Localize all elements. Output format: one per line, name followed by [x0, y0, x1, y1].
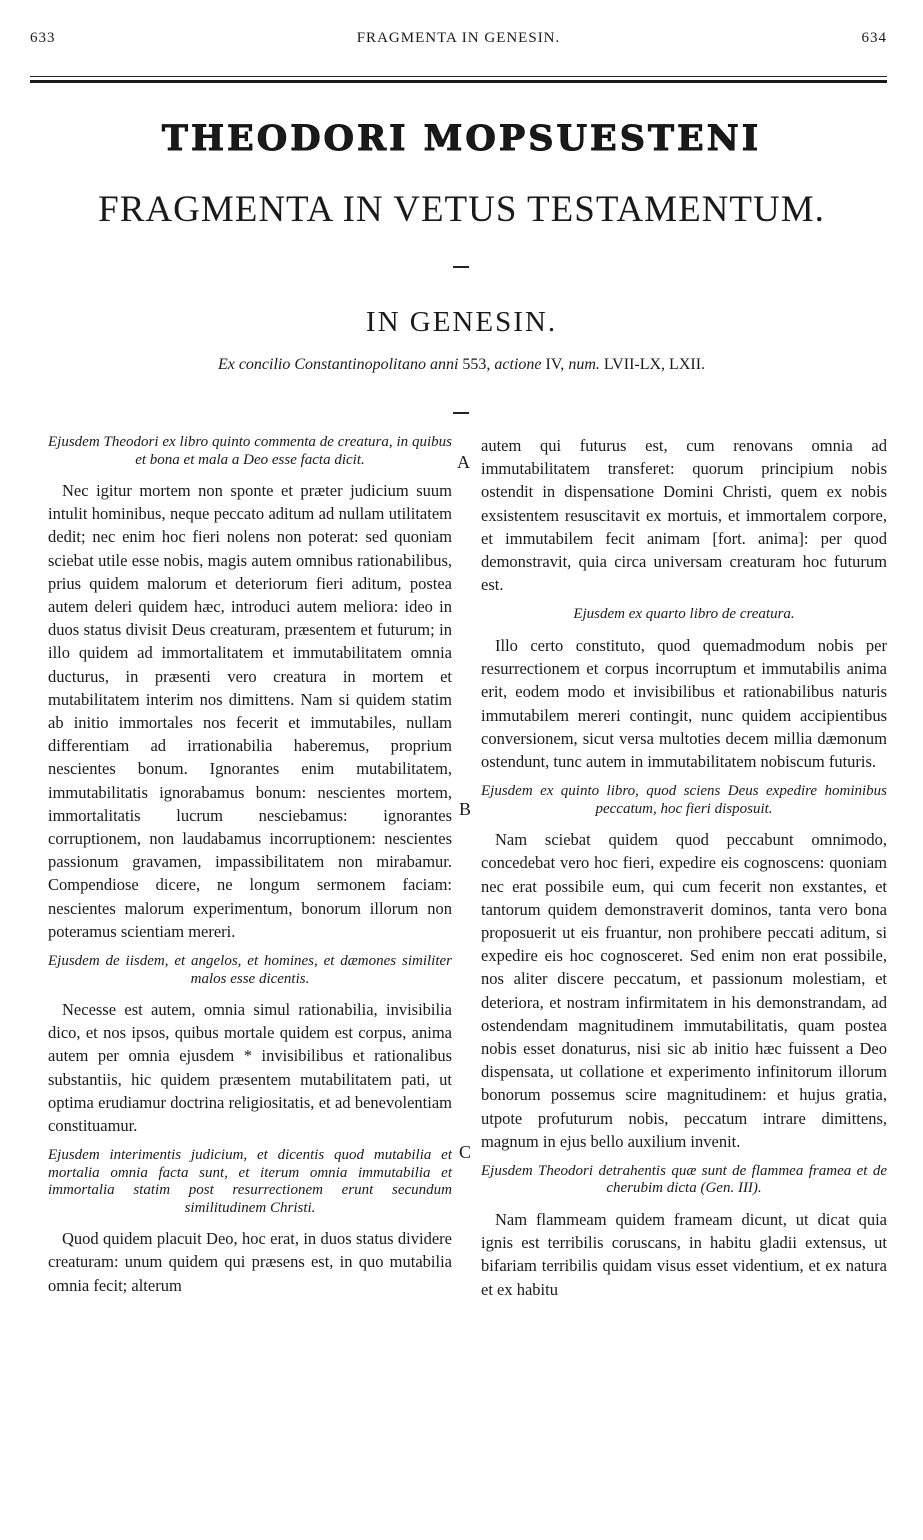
- fragment-heading: Ejusdem interimentis judicium, et dicentis quod mutabilia et mortalia omnia facta sunt, et iterum omnia immutabilia et immortalia statim post resurrectionem erunt secundum similitudinem Christi.: [48, 1147, 452, 1216]
- page-number-left: 633: [30, 30, 56, 46]
- right-column: [481, 434, 887, 1301]
- fragment-text: Nec igitur mortem non sponte et præter judicium suum intulit hominibus, neque peccato aditum ad nullam utilitatem dedit; nec enim hoc fieri nolens non poterat: sed quoniam sciebat utile esse nobis, magis autem omnibus rationabilibus, prius quidem malorum et deteriorum fieri aditum, postea autem deleri quidem hæc, introduci autem meliora: ideo in duos status divisit Deus creaturam, præsentem et futurum; in illo quidem ad immortalitatem et immutabilitatem omnia ducturus, in præsenti vero creatura in mortem et mutabilitatem interim nos dimittens. Nam si quidem statim ab initio immortales nos fecerit et immutabiles, nullam differentiam ad irrationabilia haberemus, proprium nescientes bonum. Ignorantes enim mutabilitatem, immutabilitatis ignorabamus bonum: nescientes mortem, immortalitatis lucrum nesciebamus: ignorantes corruptionem, non laudabamus incorruptionem: nescientes passionum gravamen, impassibilitatem non mirabamur. Compendiose dicere, ne longum sermonem faciam: nescientes malorum experimentum, bonorum illorum non poteramus scientiam mereri.: [48, 481, 452, 941]
- source-refs: LVII-LX, LXII.: [603, 356, 706, 373]
- margin-marker-b: B: [459, 799, 472, 819]
- source-year: 553,: [462, 356, 491, 373]
- left-column: [48, 434, 452, 1297]
- source-num: num.: [568, 356, 600, 373]
- running-title: FRAGMENTA IN GENESIN.: [356, 30, 561, 46]
- fragment-text: Quod quidem placuit Deo, hoc erat, in duos status dividere creaturam: unum quidem qui præsens est, in quo mutabilia omnia fecit; alterum: [48, 1229, 452, 1295]
- fragment-text: autem qui futurus est, cum renovans omnia ad immutabilitatem transferet: quorum principium nobis ostendit in dispensatione Domini Christi, quem ex nobis exsistentem resuscitavit ex mortuis, et immortalem corpore, et immutabilem fecit animam [fort. anima]: per quod demonstravit, quia circa universam creaturam hoc futurum est.: [481, 436, 887, 595]
- fragment-text: Nam flammeam quidem frameam dicunt, ut dicat quia ignis est terribilis coruscans, in habitu gladii extensus, ut bifariam terribilis quidam visus esset videntium, et ex natura et ex habitu: [481, 1209, 887, 1299]
- section-title: IN GENESIN.: [365, 306, 558, 338]
- author-title: THEODORI MOPSUESTENI: [161, 118, 762, 159]
- title-divider: [453, 266, 469, 268]
- source-divider: [453, 412, 469, 414]
- running-head: [30, 30, 887, 52]
- margin-marker-a: A: [457, 452, 470, 472]
- page-number-right: 634: [861, 30, 887, 46]
- source-prefix: Ex concilio Constantinopolitano anni: [217, 356, 459, 373]
- margin-marker-c: C: [459, 1142, 472, 1162]
- source-line: [0, 356, 923, 374]
- fragment-heading: Ejusdem de iisdem, et angelos, et homines, et dæmones similiter malos esse dicentis.: [48, 953, 452, 987]
- work-title: FRAGMENTA IN VETUS TESTAMENTUM.: [98, 189, 825, 230]
- fragment-text: Illo certo constituto, quod quemadmodum nobis per resurrectionem et corpus incorruptum et immutabilis anima erit, eodem modo et invisibilibus et rationabilibus naturis immutabilem mereri contingit, nunc quidem accipientibus conversionem, sicut versa multoties decem millia dæmonum ostendunt, tunc autem in immutabilitatem nobiscum futuris.: [481, 635, 887, 771]
- fragment-heading: Ejusdem Theodori detrahentis quæ sunt de flammea framea et de cherubim dicta (Gen. III).: [481, 1162, 887, 1197]
- fragment-heading: Ejusdem ex quarto libro de creatura.: [573, 606, 795, 623]
- fragment-text: Nam sciebat quidem quod peccabunt omnimodo, concedebat vero hoc fieri, expedire eis cognoscens: quoniam nec erat possibile eum, qui cum fecerit non exstantes, et tantorum quidem demonstraverit dominos, tanta vero bona proposuerit ut eis fruantur, non prohibere peccati aditum, si expedire eis hoc cognosceret. Sed enim non erat possibile, nos aliter discere peccatum, et passionum molestiam, et deteriora, et nostram infirmitatem in his demonstrandam, ad ostendendam magnitudinem immutabilitatis, quam postea nobis esset donaturus, nisi sic ab initio hæc fuissent a Deo dispensata, ut collatione et experimento infinitorum illorum bonorum possemus scire magnitudinem: et hujus gratia, utpote profuturum nobis, peccatum intrare dimittens, magnum in ejus bello auxilium invenit.: [481, 830, 887, 1151]
- fragment-text: Necesse est autem, omnia simul rationabilia, invisibilia dico, et nos ipsos, quibus mortale quidem est corpus, anima autem per omnia ejusdem * invisibilibus et rationalibus substantiis, hic quidem præsentem mutabilitatem pati, ut optima erudiamur doctrina religiositatis, et ad benevolentiam constituamur.: [48, 1000, 452, 1136]
- fragment-heading: Ejusdem Theodori ex libro quinto commenta de creatura, in quibus et bona et mala a Deo esse facta dicit.: [48, 434, 452, 468]
- source-actione: actione: [494, 356, 542, 373]
- fragment-heading: Ejusdem ex quinto libro, quod sciens Deus expedire hominibus peccatum, hoc fieri disposuit.: [481, 783, 887, 817]
- header-rule-thin: [30, 76, 887, 77]
- header-rule-thick: [30, 80, 887, 83]
- source-roman: IV,: [545, 356, 565, 373]
